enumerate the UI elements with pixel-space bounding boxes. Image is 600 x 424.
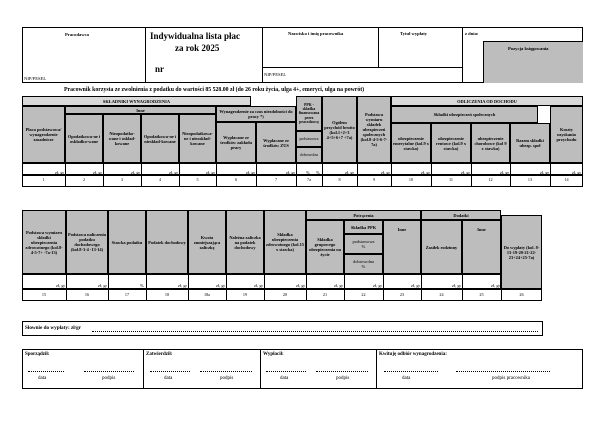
t2-num-25: 25 xyxy=(479,292,484,297)
sig-divider xyxy=(260,349,261,389)
col-podstawa-nalicz: Podstawa naliczenia podatku dochodowego (kol.8-3-4 -13-14) xyxy=(66,210,108,274)
col-podatek: Podatek dochodowy xyxy=(146,210,188,274)
t1-unit-15: zł, gr xyxy=(540,170,550,175)
t2-num-20: 20 xyxy=(282,292,288,297)
sig-received: Kwituję odbiór wynagrodzenia: xyxy=(379,352,447,357)
social-header: Składki ubezpieczeń społecznych xyxy=(391,106,538,123)
t2-unit-18a: zł, gr xyxy=(216,283,226,288)
col-odpr2: Nieopodatko-wane i oskład-kowane xyxy=(103,114,141,163)
t1-unit-14: zł, gr xyxy=(500,170,510,175)
t1-unit-16: zł, gr xyxy=(572,170,582,175)
posting-label: Pozycja księgowania xyxy=(508,46,549,51)
col-rentowe: ubezpieczenie rentowe (kol.9 x stawka) xyxy=(431,123,471,163)
t1-num-7a: 7a xyxy=(307,177,311,182)
col-ppk-dobr: dobrowolna xyxy=(296,147,322,163)
payout-area-divider xyxy=(462,27,463,83)
t1-num-5: 5 xyxy=(196,177,199,182)
t1-num-11: 11 xyxy=(448,177,454,182)
t1-num-12: 12 xyxy=(488,177,493,182)
sig-date-3: data xyxy=(280,376,289,381)
t1-num-9: 9 xyxy=(372,177,376,182)
t1-col-divider xyxy=(179,163,180,187)
t1-unit-3: zł, gr xyxy=(131,170,141,175)
signature-box xyxy=(22,349,583,389)
t1-unit-1: zł, gr xyxy=(55,170,65,175)
t2-num-23: 23 xyxy=(399,292,405,297)
t1-col-divider xyxy=(510,163,511,187)
header-mid-line xyxy=(262,67,462,68)
col-placa: Płaca podstawowa/ wynagrodzenie zasadnicze xyxy=(22,106,65,163)
t1-unit-12: zł, gr xyxy=(421,170,431,175)
col-stawka: Stawka podatku xyxy=(108,210,146,274)
sig-line[interactable] xyxy=(28,371,64,372)
employer-label: Pracodawca xyxy=(65,32,89,37)
col-potracenia-inne: Inne xyxy=(383,220,421,274)
col-odpr1: Opodatkowa-ne i oskładko-wane xyxy=(65,114,103,163)
t2-num-18: 18 xyxy=(164,292,170,297)
sig-approved: Zatwierdził: xyxy=(146,352,173,357)
sig-sign-2: podpis xyxy=(220,376,234,381)
t1-col-divider xyxy=(141,163,142,187)
col-skladka-grup: Składka grupowego ubezpieczenia na życie xyxy=(306,220,344,274)
sig-line[interactable] xyxy=(384,371,438,372)
employee-name-label: Nazwisko i imię pracownika xyxy=(288,31,344,36)
t1-num-2: 2 xyxy=(82,177,86,182)
t1-unit-9: % xyxy=(316,170,320,175)
col-odpr4: Nieopodatkowa-ne i nieoskład-kowane xyxy=(179,114,216,163)
sig-date-1: data xyxy=(38,376,47,381)
sig-line[interactable] xyxy=(84,371,134,372)
col-ppk: PPK - składka finansowana przez pracodawcę xyxy=(296,96,322,131)
col-zasilek: Zasiłek rodzinny xyxy=(421,220,462,274)
t2-num-24: 24 xyxy=(439,292,444,297)
t1-col-divider xyxy=(550,163,551,187)
t2-unit-21: zł, gr xyxy=(334,283,344,288)
t2-unit-15: zł, gr xyxy=(56,283,66,288)
t2-unit-19: zł, gr xyxy=(254,283,264,288)
sig-line[interactable] xyxy=(456,371,550,372)
nip-left-label: NIP/PESEL xyxy=(24,76,47,81)
table1-data-row xyxy=(22,163,583,175)
col-nalezna: Należna zaliczka na podatek dochodowy xyxy=(226,210,264,274)
t2-unit-24: zł, gr xyxy=(452,283,462,288)
sig-line[interactable] xyxy=(266,371,306,372)
t1-col-divider xyxy=(296,163,297,187)
t1-unit-2: zł, gr xyxy=(93,170,103,175)
date-label: z dnia: xyxy=(465,31,479,36)
col-koszty: Koszty uzyskania przychodu xyxy=(550,106,583,163)
t1-unit-4: zł, gr xyxy=(169,170,179,175)
t1-col-divider xyxy=(103,163,104,187)
deductions-header: ODLICZENIA OD DOCHODU xyxy=(391,96,583,106)
t2-num-19: 19 xyxy=(242,292,248,297)
t1-unit-13: zł, gr xyxy=(461,170,471,175)
t1-num-14: 14 xyxy=(564,177,569,182)
potracenia-header: Potrącenia xyxy=(306,210,421,220)
t2-unit-18: zł, gr xyxy=(178,283,188,288)
title-nr: nr xyxy=(155,64,164,74)
ppk2-dobr-pct: % xyxy=(361,264,366,269)
col-ppk-podst: podstawowa xyxy=(296,131,322,147)
t2-unit-16: zł, gr xyxy=(98,283,108,288)
sig-date-2: data xyxy=(164,376,173,381)
t2-num-17: 17 xyxy=(124,292,130,297)
t2-num-15: 15 xyxy=(41,292,47,297)
col-ppk2-dobr xyxy=(344,254,383,274)
t2-unit-22: zł, gr xyxy=(373,283,383,288)
t1-unit-7: zł, gr xyxy=(286,170,296,175)
t1-col-divider xyxy=(322,163,323,187)
t1-unit-11: zł, gr xyxy=(381,170,391,175)
col-do-wyplaty: Do wypłaty (kol. 8-13-19-20-21-22-23+24+25-7a) xyxy=(501,215,542,289)
t1-unit-8: % xyxy=(306,170,310,175)
t1-col-divider xyxy=(431,163,432,187)
t1-num-10: 10 xyxy=(408,177,414,182)
sig-sign-3: podpis xyxy=(336,376,350,381)
amount-in-words-label: Słownie do wypłaty: zł/gr xyxy=(25,325,82,331)
t2-unit-17: % xyxy=(140,283,144,288)
nip-right-label: NIP/PESEL xyxy=(264,72,287,77)
col-skladka-zdrow: Składka ubezpieczenia zdrowotnego (kol.15 x stawka) xyxy=(264,210,306,274)
t1-col-divider xyxy=(391,163,392,187)
t1-unit-6: zł, gr xyxy=(246,170,256,175)
t2-num-16: 16 xyxy=(84,292,90,297)
col-inne-header: Inne xyxy=(65,106,216,114)
t1-num-13: 13 xyxy=(527,177,533,182)
col-wynagrodzenie: Wynagrodzenie za czas niezdolności do pracy *) xyxy=(216,106,296,122)
t2-num-26: 26 xyxy=(519,292,524,297)
t1-num-1: 1 xyxy=(42,177,45,182)
title-line2: za rok 2025 xyxy=(175,43,220,53)
sig-divider xyxy=(376,349,377,389)
t2-num-22: 22 xyxy=(361,292,366,297)
sig-prepared: Sporządził: xyxy=(25,352,50,357)
exemption-note: Pracownik korzysta ze zwolnienia z podatku do wartości 85 528.00 zł (do 26 roku życia, ulga 4+, emeryci, ulga na powrót) xyxy=(64,87,365,93)
sig-sign-1: podpis xyxy=(102,376,116,381)
t2-unit-20: zł, gr xyxy=(296,283,306,288)
col-chorobowe: ubezpieczenie chorobowe (kol 9 x stawka) xyxy=(471,123,510,163)
t2-num-18a: 18a xyxy=(203,292,211,297)
t1-num-4: 4 xyxy=(158,177,162,182)
sig-line[interactable] xyxy=(150,371,190,372)
ppk2-dobr-label: dobrowolna xyxy=(353,259,374,264)
col-dodatki-inne: Inne xyxy=(462,220,501,274)
title-line1: Indywidualna lista płac xyxy=(150,31,241,41)
name-area-divider xyxy=(378,27,379,67)
ppk2-podst-label: podstawowa xyxy=(352,239,375,244)
t1-num-7: 7 xyxy=(274,177,278,182)
sig-date-4: data xyxy=(402,376,411,381)
ppk2-podst-pct: % xyxy=(361,244,366,249)
amount-in-words-line xyxy=(92,331,538,332)
sig-line[interactable] xyxy=(200,371,252,372)
col-wyplacane-zakladu: Wypłacane ze środków zakładu pracy xyxy=(216,122,256,163)
amount-in-words-box[interactable] xyxy=(22,321,543,336)
sig-paid: Wypłacił: xyxy=(263,352,284,357)
t1-num-3: 3 xyxy=(120,177,124,182)
col-ppk2-podst xyxy=(344,234,383,254)
components-header: SKŁADNIKI WYNAGRODZENIA xyxy=(22,96,251,106)
t1-col-divider xyxy=(216,163,217,187)
t1-col-divider xyxy=(65,163,66,187)
payout-title-label: Tytuł wypłaty xyxy=(400,31,428,36)
employer-area-divider xyxy=(145,27,146,83)
col-podstawa-zdrow: Podstawa wymiaru składki ubezpieczenia zdrowotnego (kol.8-4-5-7+ -7a-13) xyxy=(22,210,66,274)
col-podstawa: Podstawa wymiaru składek ubezpieczeń społecznych (kol.8-4-5-6-7-7a) xyxy=(357,96,391,163)
t1-unit-5: zł, gr xyxy=(206,170,216,175)
t1-num-8: 8 xyxy=(338,177,341,182)
t1-num-6: 6 xyxy=(234,177,238,182)
sig-sign-4: podpis pracownika xyxy=(492,376,530,381)
t2-unit-23: zł, gr xyxy=(411,283,421,288)
col-kwota: Kwota zmniejszająca zaliczkę xyxy=(188,210,226,274)
sig-divider xyxy=(143,349,144,389)
sig-line[interactable] xyxy=(316,371,368,372)
col-skladka-ppk: Składka PPK xyxy=(344,220,383,234)
col-odpr3: Opodatkowa-ne i nieskład-kowane xyxy=(141,114,179,163)
dodatki-header: Dodatki xyxy=(421,210,501,220)
col-emerytalne: ubezpieczenie emerytalne (kol.9 x stawka) xyxy=(391,123,431,163)
t1-col-divider xyxy=(471,163,472,187)
t1-col-divider xyxy=(357,163,358,187)
col-razem: Razem składki ubezp. społ xyxy=(510,123,550,163)
t2-num-21: 21 xyxy=(322,292,328,297)
t1-unit-10: zł, gr xyxy=(345,170,355,175)
col-ogolem: Ogółem przychód brutto (kol.1+2+3 4+5+6+7 +7a) xyxy=(322,96,357,163)
t1-col-divider xyxy=(256,163,257,187)
title-area-divider xyxy=(262,27,263,83)
t2-unit-25: zł, gr xyxy=(491,283,501,288)
col-wyplacane-zus: Wypłacane ze środków ZUS xyxy=(256,122,296,163)
